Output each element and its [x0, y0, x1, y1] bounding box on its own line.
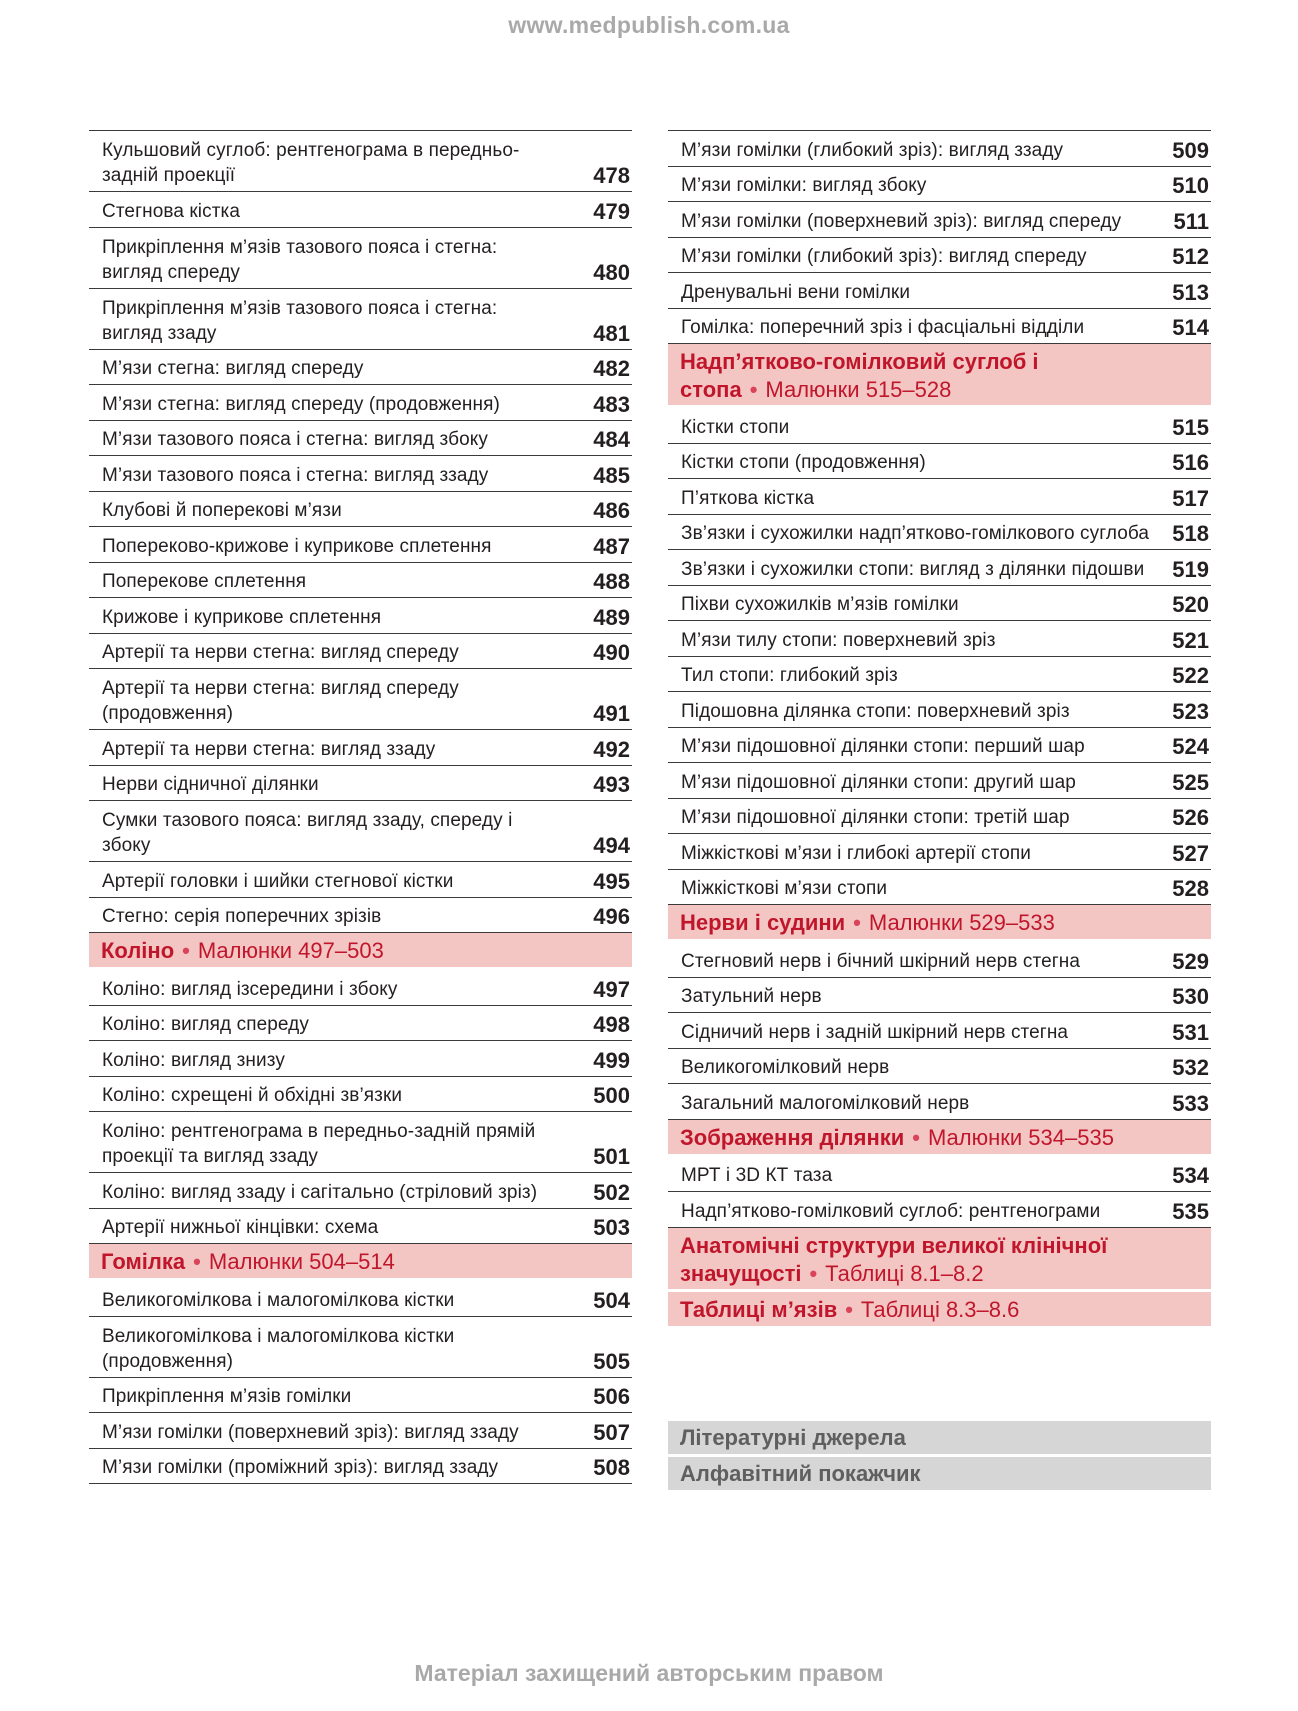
toc-entry-title: Поперекове сплетення	[102, 571, 307, 592]
toc-entry-page: 492	[593, 736, 630, 762]
toc-entry-title: М’язи гомілки (поверхневий зріз): вигляд ззаду	[102, 1421, 519, 1443]
toc-entry-title: Зв’язки і сухожилки стопи: вигляд з ділянки підошви	[681, 558, 1145, 580]
toc-entry-page: 534	[1172, 1163, 1209, 1188]
toc-entry-title: Гомілка: поперечний зріз і фасціальні відділи	[681, 317, 1085, 338]
toc-entry[interactable]	[89, 350, 632, 386]
toc-entry-title: Артерії та нерви стегна: вигляд ззаду	[102, 738, 436, 760]
toc-entry-title: Затульний нерв	[681, 986, 822, 1007]
toc-section-header[interactable]	[668, 1292, 1211, 1329]
toc-entry[interactable]	[89, 1378, 632, 1414]
toc-entry-title: М’язи гомілки (глибокий зріз): вигляд спереду	[681, 246, 1087, 267]
section-name: Гомілка	[101, 1249, 186, 1274]
bullet-icon: •	[749, 377, 758, 402]
section-figure-range: Малюнки 504–514	[208, 1249, 395, 1274]
bullet-icon: •	[809, 1260, 818, 1286]
toc-entry-title: Прикріплення м’язів гомілки	[102, 1386, 352, 1407]
toc-entry-page: 501	[593, 1144, 630, 1169]
toc-entry-page: 516	[1172, 450, 1209, 475]
toc-entry[interactable]	[89, 421, 632, 457]
toc-entry-title: Коліно: вигляд ізсередини і збоку	[102, 978, 398, 1000]
toc-entry-page: 507	[593, 1419, 630, 1445]
toc-entry[interactable]	[668, 1084, 1211, 1120]
toc-entry-title: П’яткова кістка	[681, 487, 815, 509]
toc-entry-page: 515	[1172, 414, 1209, 440]
toc-entry[interactable]	[89, 801, 632, 862]
toc-entry-page: 482	[593, 356, 630, 381]
section-figure-range: Малюнки 534–535	[927, 1124, 1114, 1150]
toc-entry[interactable]	[668, 202, 1211, 238]
toc-entry[interactable]	[668, 942, 1211, 978]
toc-entry-page: 486	[593, 498, 630, 523]
toc-entry-title: Клубові й поперекові м’язи	[102, 500, 342, 521]
toc-entry[interactable]	[89, 898, 632, 934]
toc-entry-page: 521	[1172, 627, 1209, 653]
toc-entry[interactable]	[668, 167, 1211, 203]
toc-entry-page: 483	[593, 391, 630, 417]
toc-entry-title: Надп’ятково-гомілковий суглоб: рентгенограми	[681, 1200, 1101, 1222]
toc-entry[interactable]	[89, 1449, 632, 1485]
toc-entry[interactable]	[89, 766, 632, 802]
toc-entry-title: Великогомілковий нерв	[681, 1057, 890, 1078]
toc-entry-page: 530	[1172, 984, 1209, 1009]
toc-entry[interactable]	[89, 289, 632, 350]
toc-entry-title: М’язи підошовної ділянки стопи: перший шар	[681, 736, 1085, 757]
toc-entry-page: 502	[593, 1179, 630, 1205]
toc-entry-page: 485	[593, 462, 630, 488]
toc-entry-page: 478	[593, 163, 630, 188]
toc-entry[interactable]	[668, 408, 1211, 444]
toc-entry-page: 493	[593, 772, 630, 797]
toc-entry-page: 523	[1172, 698, 1209, 724]
toc-entry[interactable]	[89, 192, 632, 228]
toc-entry[interactable]	[668, 444, 1211, 480]
toc-entry[interactable]	[89, 862, 632, 898]
toc-entry[interactable]	[89, 385, 632, 421]
toc-entry-title: Загальний малогомілковий нерв	[681, 1092, 970, 1114]
toc-entry[interactable]	[89, 970, 632, 1006]
toc-entry-page: 489	[593, 604, 630, 630]
toc-entry[interactable]	[89, 492, 632, 528]
toc-entry[interactable]	[668, 131, 1211, 167]
toc-entry-title: Зв’язки і сухожилки надп’ятково-гомілкового суглоба	[681, 523, 1150, 544]
toc-entry-title: Кістки стопи	[681, 416, 790, 438]
toc-entry-title: Прикріплення м’язів тазового пояса і стегна: вигляд спереду	[102, 236, 498, 283]
toc-entry-page: 488	[593, 569, 630, 594]
toc-entry[interactable]	[668, 692, 1211, 728]
toc-entry[interactable]	[668, 728, 1211, 764]
toc-section-header[interactable]	[668, 344, 1211, 408]
toc-entry-title: М’язи стегна: вигляд спереду (продовження)	[102, 393, 500, 415]
toc-entry-page: 504	[593, 1287, 630, 1313]
toc-entry-title: Стегно: серія поперечних зрізів	[102, 906, 382, 927]
toc-entry-page: 527	[1172, 840, 1209, 866]
toc-entry-title: Нерви сідничної ділянки	[102, 774, 319, 795]
toc-entry-title: Міжкісткові м’язи стопи	[681, 878, 888, 899]
copyright-notice: Матеріал захищений авторським правом	[414, 1660, 884, 1686]
toc-entry-page: 503	[593, 1215, 630, 1240]
toc-section-header[interactable]	[89, 1244, 632, 1281]
toc-left-column	[89, 130, 632, 1484]
back-matter-references[interactable]: Літературні джерела	[668, 1421, 1211, 1454]
toc-entry-title: М’язи гомілки (проміжний зріз): вигляд ззаду	[102, 1457, 499, 1478]
toc-entry-page: 498	[593, 1012, 630, 1037]
section-figure-range: Малюнки 529–533	[868, 910, 1055, 935]
section-figure-range: Малюнки 497–503	[197, 938, 384, 963]
toc-section-header[interactable]	[668, 905, 1211, 942]
back-matter-index[interactable]: Алфавітний покажчик	[668, 1457, 1211, 1490]
toc-entry[interactable]	[89, 1413, 632, 1449]
toc-entry[interactable]	[668, 657, 1211, 693]
toc-entry-title: Підошовна ділянка стопи: поверхневий зріз	[681, 700, 1070, 722]
section-name: Таблиці м’язів	[680, 1296, 838, 1322]
toc-entry[interactable]	[89, 598, 632, 634]
toc-entry-title: Сумки тазового пояса: вигляд ззаду, спереду і збоку	[102, 810, 513, 856]
toc-entry[interactable]	[89, 527, 632, 563]
toc-entry[interactable]	[668, 799, 1211, 835]
section-name: Нерви і судини	[680, 910, 846, 935]
toc-entry-title: М’язи тазового пояса і стегна: вигляд ззаду	[102, 464, 489, 486]
toc-entry-page: 522	[1172, 663, 1209, 688]
toc-entry-page: 525	[1172, 769, 1209, 795]
toc-entry-page: 535	[1172, 1198, 1209, 1224]
toc-entry[interactable]	[89, 669, 632, 730]
toc-entry-page: 519	[1172, 556, 1209, 582]
toc-entry-title: Артерії нижньої кінцівки: схема	[102, 1217, 379, 1238]
toc-entry-page: 490	[593, 640, 630, 665]
toc-entry-title: Тил стопи: глибокий зріз	[681, 665, 898, 686]
toc-entry[interactable]	[668, 1192, 1211, 1228]
toc-entry[interactable]	[668, 834, 1211, 870]
toc-entry[interactable]	[668, 1049, 1211, 1085]
toc-entry-page: 497	[593, 976, 630, 1002]
toc-entry-page: 494	[593, 833, 630, 858]
toc-entry-title: Стегнова кістка	[102, 200, 241, 222]
toc-entry-page: 500	[593, 1083, 630, 1108]
toc-entry-title: М’язи гомілки: вигляд збоку	[681, 175, 927, 196]
toc-entry[interactable]	[668, 586, 1211, 622]
section-name: Коліно	[101, 938, 175, 963]
toc-entry-page: 511	[1173, 208, 1209, 234]
toc-entry-title: М’язи підошовної ділянки стопи: другий шар	[681, 771, 1076, 793]
toc-right-column	[668, 130, 1211, 1329]
toc-entry-page: 513	[1172, 279, 1209, 305]
toc-entry-page: 529	[1172, 948, 1209, 974]
toc-entry[interactable]	[668, 550, 1211, 586]
toc-entry[interactable]	[89, 1209, 632, 1245]
toc-entry-title: МРТ і 3D КТ таза	[681, 1165, 833, 1186]
toc-entry[interactable]	[668, 273, 1211, 309]
toc-entry-page: 510	[1172, 173, 1209, 198]
toc-entry[interactable]	[668, 978, 1211, 1014]
toc-entry-title: Коліно: вигляд ззаду і сагітально (стріловий зріз)	[102, 1181, 538, 1203]
toc-entry-page: 496	[593, 904, 630, 929]
toc-entry-page: 512	[1172, 244, 1209, 269]
toc-entry-title: Артерії та нерви стегна: вигляд спереду (продовження)	[102, 678, 459, 724]
toc-entry[interactable]	[89, 730, 632, 766]
toc-entry-page: 491	[593, 701, 630, 726]
toc-entry[interactable]	[668, 515, 1211, 551]
toc-entry-title: Прикріплення м’язів тазового пояса і стегна: вигляд ззаду	[102, 297, 498, 344]
section-figure-range: Таблиці 8.3–8.6	[860, 1296, 1020, 1322]
toc-entry-page: 495	[593, 868, 630, 894]
section-figure-range: Малюнки 515–528	[765, 377, 952, 402]
toc-entry-title: М’язи стегна: вигляд спереду	[102, 358, 364, 379]
toc-entry-title: Дренувальні вени гомілки	[681, 281, 911, 303]
toc-section-header[interactable]	[668, 1120, 1211, 1157]
toc-entry-page: 480	[593, 259, 630, 285]
toc-entry[interactable]	[668, 1013, 1211, 1049]
toc-entry-title: Коліно: вигляд спереду	[102, 1014, 309, 1035]
toc-entry[interactable]	[89, 1006, 632, 1042]
bullet-icon: •	[845, 1296, 853, 1322]
toc-entry-page: 532	[1172, 1055, 1209, 1080]
toc-entry-page: 520	[1172, 592, 1209, 617]
toc-entry-title: М’язи гомілки (глибокий зріз): вигляд ззаду	[681, 139, 1064, 161]
toc-entry-page: 528	[1172, 876, 1209, 901]
toc-entry-title: Кістки стопи (продовження)	[681, 452, 926, 473]
toc-entry[interactable]	[668, 479, 1211, 515]
toc-entry-title: М’язи тазового пояса і стегна: вигляд збоку	[102, 429, 488, 450]
section-name: Надп’ятково-гомілковий суглоб і стопа	[680, 349, 1039, 402]
toc-entry-title: М’язи підошовної ділянки стопи: третій шар	[681, 807, 1070, 828]
toc-entry[interactable]	[89, 1317, 632, 1378]
toc-entry-page: 524	[1172, 734, 1209, 759]
toc-entry-title: Піхви сухожилків м’язів гомілки	[681, 594, 959, 615]
toc-entry[interactable]	[89, 634, 632, 670]
toc-entry-page: 484	[593, 427, 630, 452]
toc-entry-page: 508	[593, 1455, 630, 1480]
bullet-icon: •	[182, 938, 190, 963]
toc-entry-page: 518	[1172, 521, 1209, 546]
toc-entry-page: 505	[593, 1348, 630, 1374]
toc-entry-page: 526	[1172, 805, 1209, 830]
toc-entry-page: 481	[593, 320, 630, 346]
toc-entry[interactable]	[668, 763, 1211, 799]
toc-entry-title: Коліно: вигляд знизу	[102, 1049, 285, 1071]
bullet-icon: •	[853, 910, 861, 935]
toc-entry[interactable]	[89, 1077, 632, 1113]
section-name: Зображення ділянки	[680, 1124, 905, 1150]
toc-entry-page: 506	[593, 1384, 630, 1409]
toc-entry-title: Великогомілкова і малогомілкова кістки (продовження)	[102, 1325, 455, 1372]
toc-entry-page: 514	[1172, 315, 1209, 340]
toc-entry-title: Кульшовий суглоб: рентгенограма в передньо-задній проекції	[102, 140, 520, 186]
toc-section-header[interactable]	[89, 933, 632, 970]
toc-entry-title: Коліно: рентгенограма в передньо-задній прямій проекції та вигляд ззаду	[102, 1121, 536, 1167]
toc-entry[interactable]	[89, 456, 632, 492]
toc-entry-title: Сідничий нерв і задній шкірний нерв стегна	[681, 1021, 1069, 1043]
toc-entry-title: Попереково-крижове і куприкове сплетення	[102, 535, 492, 557]
toc-entry[interactable]	[89, 1112, 632, 1173]
bullet-icon: •	[193, 1249, 201, 1274]
toc-entry[interactable]	[668, 621, 1211, 657]
section-figure-range: Таблиці 8.1–8.2	[825, 1260, 984, 1286]
toc-entry[interactable]	[89, 1281, 632, 1317]
header-url: www.medpublish.com.ua	[508, 12, 790, 38]
toc-entry[interactable]	[89, 131, 632, 192]
toc-entry-title: Коліно: схрещені й обхідні зв’язки	[102, 1085, 403, 1106]
toc-entry[interactable]	[89, 1041, 632, 1077]
toc-entry-title: М’язи гомілки (поверхневий зріз): вигляд спереду	[681, 210, 1122, 232]
toc-entry[interactable]	[668, 1157, 1211, 1193]
toc-entry[interactable]	[89, 563, 632, 599]
toc-entry[interactable]	[668, 238, 1211, 274]
toc-entry[interactable]	[668, 870, 1211, 906]
toc-entry[interactable]	[668, 309, 1211, 345]
toc-entry-page: 479	[593, 198, 630, 224]
toc-entry-title: М’язи тилу стопи: поверхневий зріз	[681, 629, 996, 651]
toc-entry-title: Крижове і куприкове сплетення	[102, 606, 382, 628]
toc-entry-page: 509	[1172, 137, 1209, 163]
toc-entry-title: Великогомілкова і малогомілкова кістки	[102, 1289, 455, 1311]
toc-entry-title: Артерії головки і шийки стегнової кістки	[102, 870, 454, 892]
toc-entry-page: 517	[1172, 485, 1209, 511]
toc-entry[interactable]	[89, 228, 632, 289]
toc-entry-title: Міжкісткові м’язи і глибокі артерії стопи	[681, 842, 1032, 864]
toc-entry-page: 487	[593, 533, 630, 559]
bullet-icon: •	[912, 1124, 920, 1150]
toc-entry-page: 499	[593, 1047, 630, 1073]
toc-entry-title: Артерії та нерви стегна: вигляд спереду	[102, 642, 459, 663]
toc-section-header[interactable]	[668, 1228, 1211, 1292]
toc-entry[interactable]	[89, 1173, 632, 1209]
toc-entry-page: 533	[1172, 1090, 1209, 1116]
toc-entry-page: 531	[1172, 1019, 1209, 1045]
section-name: Анатомічні структури великої клінічної значущості	[680, 1232, 1108, 1286]
toc-entry-title: Стегновий нерв і бічний шкірний нерв стегна	[681, 950, 1081, 972]
